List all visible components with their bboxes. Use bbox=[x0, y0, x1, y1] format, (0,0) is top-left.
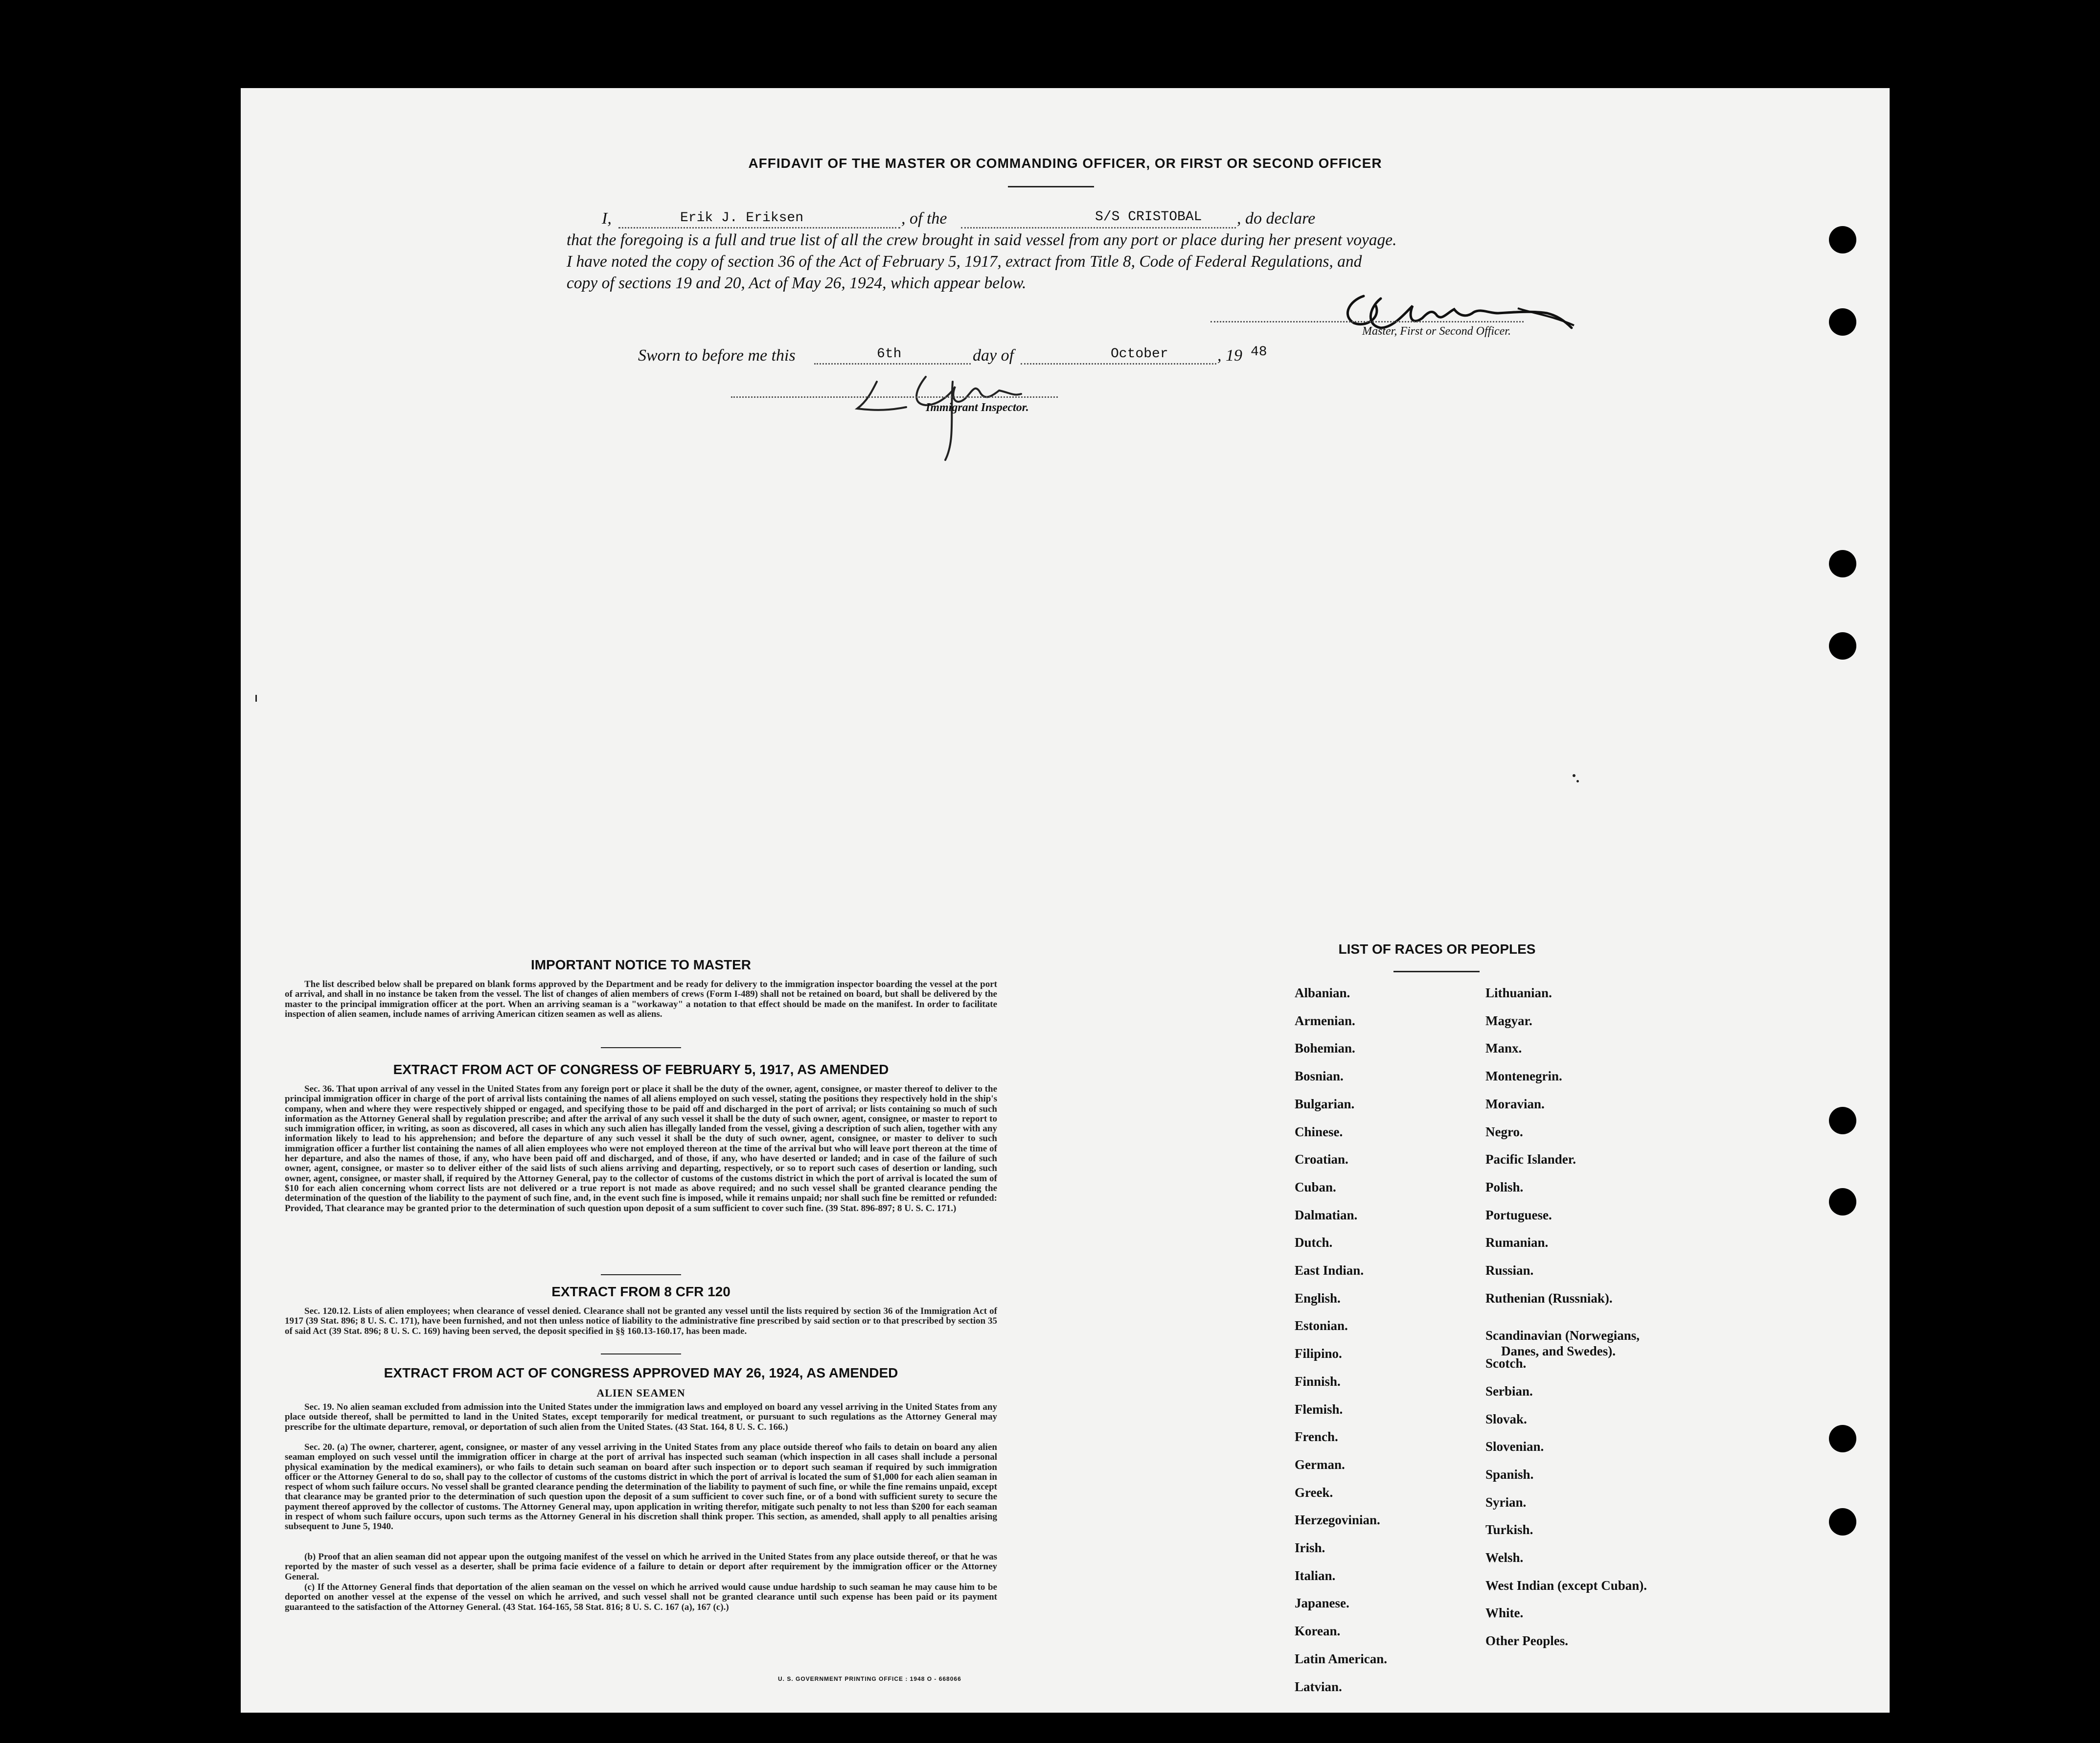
printer-imprint: U. S. GOVERNMENT PRINTING OFFICE : 1948 O - 668066 bbox=[778, 1675, 961, 1682]
race-item: East Indian. bbox=[1295, 1263, 1364, 1278]
punch-hole bbox=[1829, 1107, 1856, 1134]
races-rule bbox=[1393, 971, 1480, 972]
punch-hole bbox=[1829, 632, 1856, 660]
sec19-text: Sec. 19. No alien seaman excluded from admission into the United States under the immigration laws and employed on board any vessel arriving in the United States from any place outside thereof, shall be permitted to land in the United States, except temporarily for medical treatment, or pursuant to such regulations as the Attorney General may prescribe for the ultimate departure, removal, or deportation of such alien from the United States. (43 Stat. 164, 8 U. S. C. 166.) bbox=[285, 1402, 997, 1432]
inspector-caption: Immigrant Inspector. bbox=[926, 401, 1029, 414]
punch-hole bbox=[1829, 1508, 1856, 1536]
race-item: Lithuanian. bbox=[1485, 986, 1552, 1000]
race-item: Ruthenian (Russniak). bbox=[1485, 1290, 1613, 1306]
document-page bbox=[241, 88, 1890, 1713]
month-dotline bbox=[1021, 363, 1216, 365]
race-item: Bulgarian. bbox=[1295, 1096, 1355, 1111]
affidavit-i: I, bbox=[602, 209, 612, 228]
affidavit-line4: copy of sections 19 and 20, Act of May 26, 1924, which appear below. bbox=[567, 274, 1027, 292]
race-item: Other Peoples. bbox=[1485, 1633, 1568, 1649]
punch-hole bbox=[1829, 1188, 1856, 1216]
sec20a-text: Sec. 20. (a) The owner, charterer, agent, consignee, or master of any vessel arriving in the United States from any place outside thereof who fails to detain on board any alien seaman employed on such vessel until the immigration officer in charge at the port of arrival has inspected such seaman (which inspection in all cases shall include a personal physical examination by the medical examiners), or who fails to detain such seaman on board after such inspection or to deport such seaman if required by such immigration officer or the Attorney General to do so, shall pay to the collector of customs of the customs district in which the port of arrival is located the sum of $1,000 for each alien seaman in respect of whom such failure occurs. No vessel shall be granted clearance pending the determination of the liability to payment of such fine, or while the fine remains unpaid, except that clearance may be granted prior to the determination of such question upon the deposit of a sum sufficient to cover such fine, or of a bond with sufficient surety to secure the payment thereof approved by the collector of customs. The Attorney General may, upon application in writing therefor, mitigate such penalty to not less than $200 for each seaman in respect of whom such failure occurs, upon such terms as the Attorney General in his discretion shall think proper. This section, as amended, shall apply to all penalties arising subsequent to June 5, 1940. bbox=[285, 1442, 997, 1532]
extract-1924-title: EXTRACT FROM ACT OF CONGRESS APPROVED MAY 26, 1924, AS AMENDED bbox=[384, 1365, 898, 1380]
race-item: White. bbox=[1485, 1605, 1524, 1621]
race-item: Croatian. bbox=[1295, 1152, 1348, 1167]
race-item: Polish. bbox=[1485, 1179, 1524, 1194]
race-item: Negro. bbox=[1485, 1124, 1523, 1139]
notice-rule bbox=[601, 1047, 681, 1048]
vessel-name: S/S CRISTOBAL bbox=[1095, 209, 1202, 225]
punch-hole bbox=[1829, 226, 1856, 253]
title-rule bbox=[1008, 186, 1094, 187]
stray-mark bbox=[255, 695, 257, 702]
race-item: Slovak. bbox=[1485, 1411, 1527, 1426]
sworn-month: October bbox=[1111, 346, 1168, 362]
race-item: Danes, and Swedes). bbox=[1501, 1344, 1616, 1359]
race-item: Scandinavian (Norwegians, bbox=[1485, 1328, 1640, 1343]
race-item: Serbian. bbox=[1485, 1383, 1533, 1399]
cfr-rule bbox=[601, 1353, 681, 1354]
race-item: Herzegovinian. bbox=[1295, 1513, 1380, 1528]
race-item: Japanese. bbox=[1295, 1596, 1349, 1611]
race-item: Flemish. bbox=[1295, 1401, 1343, 1417]
race-item: Estonian. bbox=[1295, 1318, 1348, 1333]
race-item: Turkish. bbox=[1485, 1522, 1533, 1537]
vessel-dotline bbox=[961, 227, 1236, 229]
master-name: Erik J. Eriksen bbox=[680, 210, 804, 226]
race-item: Greek. bbox=[1295, 1485, 1333, 1500]
cfr-title: EXTRACT FROM 8 CFR 120 bbox=[551, 1284, 730, 1299]
affidavit-line3: I have noted the copy of section 36 of the Act of February 5, 1917, extract from Title 8, Code of Federal Regulations, and bbox=[567, 252, 1362, 271]
stray-mark bbox=[1576, 780, 1579, 782]
race-item: Cuban. bbox=[1295, 1179, 1336, 1194]
race-item: Rumanian. bbox=[1485, 1235, 1549, 1250]
race-item: Irish. bbox=[1295, 1540, 1325, 1555]
race-item: Slovenian. bbox=[1485, 1439, 1544, 1454]
sworn-year-prefix: , 19 bbox=[1217, 346, 1242, 365]
sworn-prefix: Sworn to before me this bbox=[638, 346, 796, 365]
sec20b-text: (b) Proof that an alien seaman did not appear upon the outgoing manifest of the vessel on which he arrived in the United States from any place outside thereof, or that he was reported by the master of such vessel as a deserter, shall be prima facie evidence of a failure to detain or deport after requirement by the immigration officer or the Attorney General. bbox=[285, 1552, 997, 1582]
race-item: Albanian. bbox=[1295, 986, 1350, 1000]
sworn-year: 48 bbox=[1251, 344, 1267, 360]
race-item: Chinese. bbox=[1295, 1124, 1343, 1139]
race-item: Bosnian. bbox=[1295, 1069, 1344, 1084]
extract-1924-subtitle: ALIEN SEAMEN bbox=[596, 1387, 685, 1399]
affidavit-line2: that the foregoing is a full and true list of all the crew brought in said vessel from any port or place during her present voyage. bbox=[567, 231, 1397, 249]
race-item: Moravian. bbox=[1485, 1096, 1545, 1111]
race-item: Magyar. bbox=[1485, 1013, 1532, 1028]
extract-1917-rule bbox=[601, 1274, 681, 1275]
race-item: Scotch. bbox=[1485, 1356, 1527, 1371]
sworn-day-of: day of bbox=[973, 346, 1014, 365]
race-item: Latvian. bbox=[1295, 1679, 1342, 1694]
extract-1917-title: EXTRACT FROM ACT OF CONGRESS OF FEBRUARY 5, 1917, AS AMENDED bbox=[393, 1062, 889, 1077]
inspector-sign-line bbox=[731, 396, 1058, 398]
race-item: Spanish. bbox=[1485, 1467, 1534, 1482]
cfr-text: Sec. 120.12. Lists of alien employees; when clearance of vessel denied. Clearance shall not be granted any vessel until the lists required by section 36 of the Immigration Act of 1917 (39 Stat. 896; 8 U. S. C. 171), have been furnished, and not then unless notice of liability to the administrative fine prescribed by said section or to that prescribed by section 35 of said Act (39 Stat. 896; 8 U. S. C. 169) having been served, the deposit specified in §§ 160.13-160.17, has been made. bbox=[285, 1306, 997, 1336]
race-item: Portuguese. bbox=[1485, 1207, 1552, 1222]
stray-mark bbox=[1573, 774, 1575, 777]
race-item: Russian. bbox=[1485, 1263, 1534, 1278]
punch-hole bbox=[1829, 1425, 1856, 1452]
race-item: Bohemian. bbox=[1295, 1041, 1355, 1056]
notice-title: IMPORTANT NOTICE TO MASTER bbox=[530, 957, 752, 972]
race-item: Latin American. bbox=[1295, 1651, 1387, 1666]
race-item: Korean. bbox=[1295, 1624, 1341, 1639]
affidavit-declare: , do declare bbox=[1237, 209, 1316, 228]
name-dotline bbox=[618, 227, 900, 229]
race-item: Armenian. bbox=[1295, 1013, 1355, 1028]
race-item: German. bbox=[1295, 1457, 1345, 1472]
race-item: Filipino. bbox=[1295, 1346, 1342, 1361]
race-item: Finnish. bbox=[1295, 1374, 1341, 1389]
race-item: French. bbox=[1295, 1429, 1338, 1445]
race-item: Manx. bbox=[1485, 1041, 1522, 1056]
affidavit-of-the: , of the bbox=[901, 209, 947, 228]
sworn-day: 6th bbox=[877, 346, 902, 362]
race-item: English. bbox=[1295, 1290, 1341, 1306]
race-item: West Indian (except Cuban). bbox=[1485, 1578, 1647, 1593]
race-item: Dutch. bbox=[1295, 1235, 1333, 1250]
extract-1917-text: Sec. 36. That upon arrival of any vessel in the United States from any foreign port or place it shall be the duty of the owner, agent, consignee, or master thereof to deliver to the principal immigration officer in charge of the port of arrival lists containing the names of all aliens employed on such vessel, stating the positions they respectively hold in the ship's company, when and where they were respectively shipped or engaged, and specifying those to be paid off and discharged in the port of arrival; or lists containing so much of such information as the Attorney General shall by regulation prescribe; and after the arrival of any such vessel it shall be the duty of such owner, agent, consignee, or master to report to such immigration officer, in writing, as soon as discovered, all cases in which any such alien has illegally landed from the vessel, giving a description of such alien, together with any information likely to lead to his apprehension; and before the departure of any such vessel it shall be the duty of such owner, agent, consignee, or master to deliver to such immigration officer a further list containing the names of all alien employees who were not employed thereon at the time of the arrival but who will leave port thereon at the time of her departure, and also the names of those, if any, who have been paid off and discharged, and of those, if any, who have deserted or landed; and in case of the failure of such owner, agent, consignee, or master so to deliver either of the said lists of such aliens arriving and departing, respectively, or so to report such cases of desertion or landing, such owner, agent, consignee, or master shall, if required by the Attorney General, pay to the collector of customs of the customs district in which the port of arrival is located the sum of $10 for each alien concerning whom correct lists are not delivered or a true report is not made as above required; and no such vessel shall be granted clearance pending the determination of the question of the liability to the payment of such fine, and, in the event such fine is imposed, while it remains unpaid; nor shall such fine be remitted or refunded: Provided, That clearance may be granted prior to the determination of such question upon deposit of a sum sufficient to cover such fine. (39 Stat. 896-897; 8 U. S. C. 171.) bbox=[285, 1084, 997, 1214]
race-item: Dalmatian. bbox=[1295, 1207, 1358, 1222]
race-item: Syrian. bbox=[1485, 1494, 1527, 1510]
sec20c-text: (c) If the Attorney General finds that deportation of the alien seaman on the vessel on which he arrived would cause undue hardship to such seaman he may cause him to be deported on another vessel at the expense of the vessel on which he arrived, and such vessel shall not be granted clearance until such expense has been paid or its payment guaranteed to the satisfaction of the Attorney General. (43 Stat. 164-165, 58 Stat. 816; 8 U. S. C. 167 (a), 167 (c).) bbox=[285, 1582, 997, 1612]
punch-hole bbox=[1829, 550, 1856, 577]
race-item: Pacific Islander. bbox=[1485, 1152, 1576, 1167]
master-sign-line bbox=[1210, 321, 1524, 322]
race-item: Italian. bbox=[1295, 1568, 1336, 1583]
race-item: Welsh. bbox=[1485, 1550, 1524, 1565]
notice-text: The list described below shall be prepared on blank forms approved by the Department and be ready for delivery to the immigration inspector boarding the vessel at the port of arrival, and shall in no instance be taken from the vessel. The list of changes of alien members of crews (Form I-489) shall not be retained on board, but shall be delivered by the master to the principal immigration officer at the port. When an arriving seaman is a "workaway" a notation to that effect should be made on the manifest. In order to facilitate inspection of alien seamen, include names of arriving American citizen seamen as well as aliens. bbox=[285, 979, 997, 1019]
affidavit-title: AFFIDAVIT OF THE MASTER OR COMMANDING OFFICER, OR FIRST OR SECOND OFFICER bbox=[748, 156, 1382, 171]
races-title: LIST OF RACES OR PEOPLES bbox=[1338, 941, 1536, 957]
punch-hole bbox=[1829, 308, 1856, 336]
master-caption: Master, First or Second Officer. bbox=[1362, 325, 1511, 338]
race-item: Montenegrin. bbox=[1485, 1069, 1562, 1084]
